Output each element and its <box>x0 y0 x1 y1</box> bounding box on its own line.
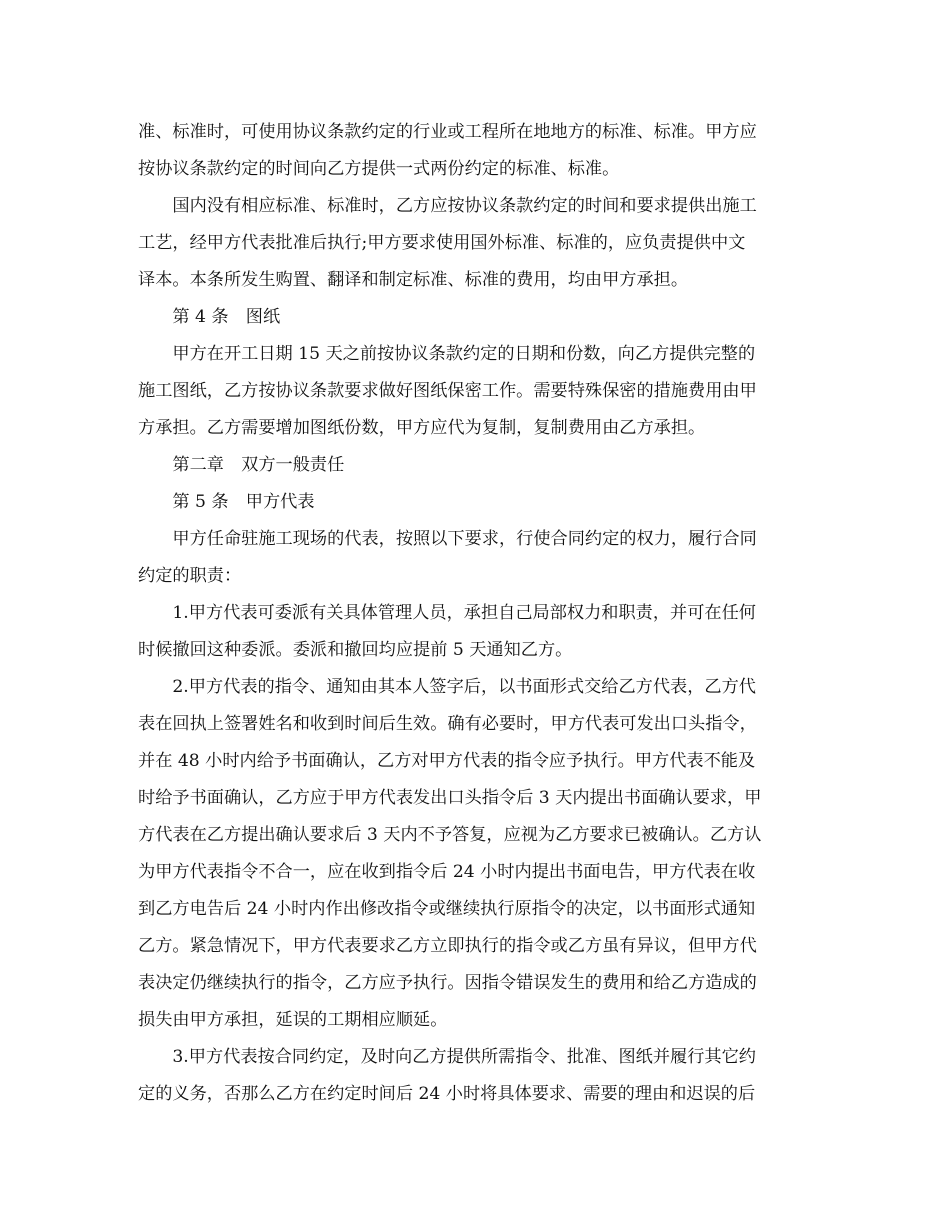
text-line: 按协议条款约定的时间向乙方提供一式两份约定的标准、标准。 <box>138 159 620 179</box>
text-line: 为甲方代表指令不合一，应在收到指令后 24 小时内提出书面电告，甲方代表在收 <box>138 862 756 882</box>
text-line: 时给予书面确认，乙方应于甲方代表发出口头指令后 3 天内提出书面确认要求，甲 <box>138 788 762 808</box>
text-line: 3.甲方代表按合同约定，及时向乙方提供所需指令、批准、图纸并履行其它约 <box>138 1047 756 1067</box>
chapter-heading: 第二章 双方一般责任 <box>138 455 345 475</box>
text-line: 工艺，经甲方代表批准后执行;甲方要求使用国外标准、标准的，应负责提供中文 <box>138 233 746 253</box>
text-line: 施工图纸，乙方按协议条款要求做好图纸保密工作。需要特殊保密的措施费用由甲 <box>138 381 757 401</box>
text-line: 时候撤回这种委派。委派和撤回均应提前 5 天通知乙方。 <box>138 640 573 660</box>
section-heading: 第 4 条 图纸 <box>138 307 281 327</box>
text-line: 损失由甲方承担，延误的工期相应顺延。 <box>138 1010 448 1030</box>
text-line: 并在 48 小时内给予书面确认，乙方对甲方代表的指令应予执行。甲方代表不能及 <box>138 751 756 771</box>
text-line: 约定的职责： <box>138 566 242 586</box>
text-line: 译本。本条所发生购置、翻译和制定标准、标准的费用，均由甲方承担。 <box>138 270 689 290</box>
text-line: 表在回执上签署姓名和收到时间后生效。确有必要时，甲方代表可发出口头指令， <box>138 714 757 734</box>
text-line: 准、标准时，可使用协议条款约定的行业或工程所在地地方的标准、标准。甲方应 <box>138 122 757 142</box>
text-line: 甲方在开工日期 15 天之前按协议条款约定的日期和份数，向乙方提供完整的 <box>138 344 756 364</box>
text-line: 1.甲方代表可委派有关具体管理人员，承担自己局部权力和职责，并可在任何 <box>138 603 756 623</box>
text-line: 定的义务，否那么乙方在约定时间后 24 小时将具体要求、需要的理由和迟误的后 <box>138 1084 756 1104</box>
text-line: 乙方。紧急情况下，甲方代表要求乙方立即执行的指令或乙方虽有异议，但甲方代 <box>138 936 757 956</box>
text-line: 2.甲方代表的指令、通知由其本人签字后，以书面形式交给乙方代表，乙方代 <box>138 677 756 697</box>
text-line: 方承担。乙方需要增加图纸份数，甲方应代为复制，复制费用由乙方承担。 <box>138 418 706 438</box>
section-heading: 第 5 条 甲方代表 <box>138 492 315 512</box>
text-line: 到乙方电告后 24 小时内作出修改指令或继续执行原指令的决定，以书面形式通知 <box>138 899 756 919</box>
document-body <box>138 114 814 1113</box>
text-line: 表决定仍继续执行的指令，乙方应予执行。因指令错误发生的费用和给乙方造成的 <box>138 973 757 993</box>
text-line: 甲方任命驻施工现场的代表，按照以下要求，行使合同约定的权力，履行合同 <box>138 529 757 549</box>
text-line: 方代表在乙方提出确认要求后 3 天内不予答复，应视为乙方要求已被确认。乙方认 <box>138 825 762 845</box>
text-line: 国内没有相应标准、标准时，乙方应按协议条款约定的时间和要求提供出施工 <box>138 196 757 216</box>
